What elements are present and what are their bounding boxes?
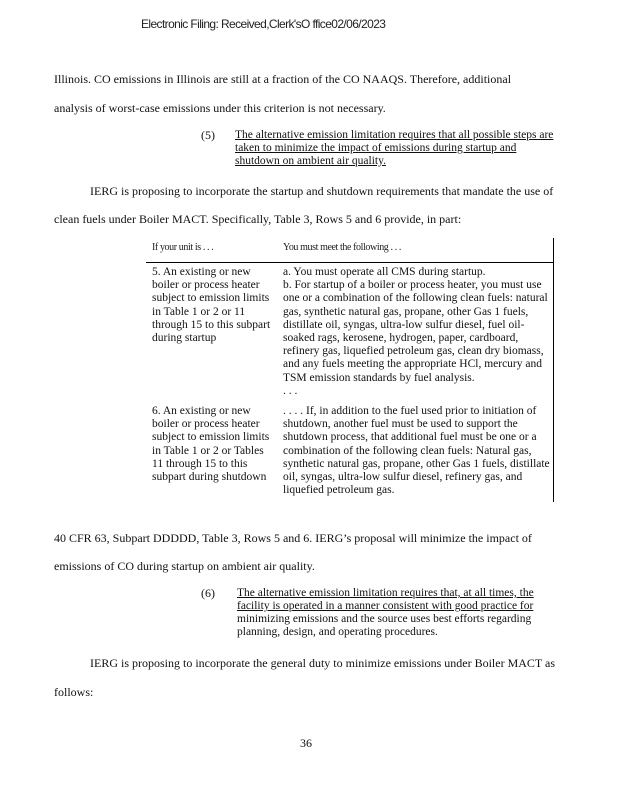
paragraph-line: emissions of CO during startup on ambient air quality. xyxy=(54,559,315,573)
table-cell-unit: 5. An existing or new boiler or process heater subject to emission limits in Table 1 or 2 or 11 through 15 to this subpart during startup xyxy=(152,266,271,345)
table-header-requirement: You must meet the following . . . xyxy=(283,242,402,253)
criterion-number: (6) xyxy=(201,586,215,600)
paragraph-line: follows: xyxy=(54,685,94,699)
criterion-text-plain: minimizing emissions and the source uses best efforts regarding planning, design, and operating procedures. xyxy=(237,613,532,638)
paragraph-line: IERG is proposing to incorporate the general duty to minimize emissions under Boiler MACT as xyxy=(90,656,556,670)
criterion-number: (5) xyxy=(201,128,215,142)
criterion-text-underlined: The alternative emission limitation requires that, at all times, the facility is operated in a manner consistent with good practice for xyxy=(237,587,534,612)
paragraph-line: 40 CFR 63, Subpart DDDDD, Table 3, Rows 5 and 6. IERG’s proposal will minimize the impact of xyxy=(54,531,532,545)
table-header-unit: If your unit is . . . xyxy=(152,242,214,253)
table-cell-requirement: . . . . If, in addition to the fuel used prior to initiation of shutdown, another fuel must be used to support the shutdown process, that additional fuel must be one or a combination of the following clean fuels: Natural gas, synthetic natural gas, propane, other Gas 1 fuels, distillate oil, syngas, ultra-low sulfur diesel, refinery gas, and liquefied petroleum gas. xyxy=(283,405,550,497)
paragraph-line: analysis of worst-case emissions under this criterion is not necessary. xyxy=(54,101,386,115)
paragraph-line: clean fuels under Boiler MACT. Specifically, Table 3, Rows 5 and 6 provide, in part: xyxy=(54,212,462,226)
table-cell-unit: 6. An existing or new boiler or process heater subject to emission limits in Table 1 or 2 or Tables 11 through 15 to this subpart during shutdown xyxy=(152,405,270,484)
requirement-ellipsis: . . . xyxy=(283,384,298,397)
table-rule xyxy=(146,262,554,263)
criterion-text xyxy=(237,587,555,639)
table-rule xyxy=(553,238,554,502)
table-cell-requirement xyxy=(283,266,551,398)
criterion-text: The alternative emission limitation requires that all possible steps are taken to minimize the impact of emissions during startup and shutdown on ambient air quality. xyxy=(235,129,554,167)
paragraph-line: IERG is proposing to incorporate the startup and shutdown requirements that mandate the use of xyxy=(90,184,554,198)
paragraph-line: Illinois. CO emissions in Illinois are still at a fraction of the CO NAAQS. Therefore, additional xyxy=(54,72,512,86)
requirement-text: a. You must operate all CMS during startup. xyxy=(283,266,486,278)
filing-stamp-header: Electronic Filing: Received,Clerk'sO ffice02/06/2023 xyxy=(141,17,386,31)
page-number: 36 xyxy=(300,736,312,750)
requirement-text: b. For startup of a boiler or process heater, you must use one or a combination of the following clean fuels: natural gas, synthetic natural gas, propane, other Gas 1 fuels, distillate oil, syngas, ultra-low sulfur diesel, fuel oil-soaked rags, kerosene, hydrogen, paper, cardboard, refinery gas, liquefied petroleum gas, clean dry biomass, and any fuels meeting the appropriate HCl, mercury and TSM emission standards by fuel analysis. xyxy=(283,279,548,384)
